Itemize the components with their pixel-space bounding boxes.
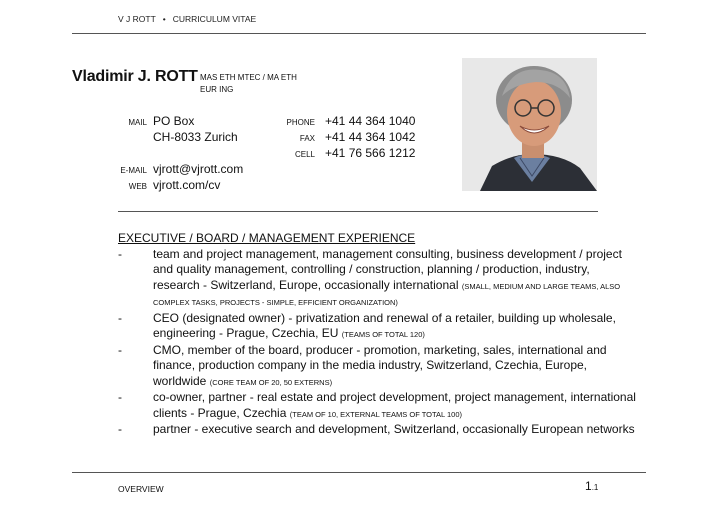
item-note: (CORE TEAM OF 20, 50 EXTERNS) bbox=[209, 377, 333, 387]
list-item bbox=[118, 343, 638, 391]
header-doc-title: CURRICULUM VITAE bbox=[172, 14, 257, 24]
portrait-illustration bbox=[462, 58, 597, 191]
mail-label: MAIL bbox=[128, 118, 147, 127]
header-separator: • bbox=[162, 14, 166, 24]
bullet: - bbox=[118, 246, 122, 261]
item-note: (TEAM OF 10, EXTERNAL TEAMS OF TOTAL 100) bbox=[289, 409, 463, 419]
bullet: - bbox=[118, 422, 122, 436]
mail-line-1: PO Box bbox=[153, 114, 195, 128]
qualifications-line-1: MAS ETH MTEC / MA ETH bbox=[200, 73, 297, 82]
footer-label: OVERVIEW bbox=[118, 484, 164, 494]
cell-label: CELL bbox=[294, 150, 315, 159]
qualifications-line-2: EUR ING bbox=[200, 85, 234, 94]
fax-value: +41 44 364 1042 bbox=[325, 130, 416, 144]
list-item bbox=[118, 247, 638, 311]
bullet: - bbox=[118, 390, 122, 404]
item-text: CEO (designated owner) - privatization and renewal of a retailer, building up wholesale, engineering - Prague, Czechia, EU bbox=[153, 310, 616, 340]
running-header bbox=[118, 14, 256, 24]
qualifications bbox=[200, 72, 310, 96]
bullet: - bbox=[118, 342, 122, 357]
item-text: team and project management, management consulting, business development / project and quality management, controlling / construction, planning / production, industry, research - Switzerland, Europe, occasionally international bbox=[153, 246, 622, 292]
item-text: co-owner, partner - real estate and project development, project management, international clients - Prague, Czechia bbox=[153, 390, 636, 420]
page-number-main: 1 bbox=[585, 479, 592, 493]
fax-label: FAX bbox=[299, 134, 315, 143]
phone-value[interactable]: +41 44 364 1040 bbox=[325, 114, 416, 128]
item-text: partner - executive search and development, Switzerland, occasionally European networks bbox=[153, 422, 635, 436]
item-note: (TEAMS OF TOTAL 120) bbox=[341, 330, 425, 339]
web-link[interactable]: vjrott.com/cv bbox=[153, 178, 221, 192]
portrait-photo bbox=[462, 58, 597, 191]
header-rule bbox=[72, 33, 646, 34]
item-text: CMO, member of the board, producer - promotion, marketing, sales, international and finance, production company in the media industry, Switzerland, Czechia, Europe, worldwide bbox=[153, 342, 607, 388]
section-title: EXECUTIVE / BOARD / MANAGEMENT EXPERIENCE bbox=[118, 231, 416, 245]
footer-rule bbox=[72, 472, 646, 473]
email-label: E-MAIL bbox=[120, 166, 147, 175]
web-label: WEB bbox=[128, 182, 147, 191]
item-note: (SMALL, MEDIUM AND LARGE TEAMS, ALSO COMPLEX TASKS, PROJECTS - SIMPLE, EFFICIENT ORGANIZATION) bbox=[153, 281, 621, 307]
bullet: - bbox=[118, 310, 122, 325]
phone-label: PHONE bbox=[286, 118, 315, 127]
list-item bbox=[118, 422, 638, 438]
page-number-sub: .1 bbox=[591, 483, 599, 492]
contact-divider bbox=[118, 211, 598, 212]
mail-line-2: CH-8033 Zurich bbox=[153, 130, 238, 144]
experience-section bbox=[118, 231, 638, 438]
person-name: Vladimir J. ROTT bbox=[72, 68, 198, 85]
cell-value[interactable]: +41 76 566 1212 bbox=[325, 146, 416, 160]
list-item bbox=[118, 311, 638, 343]
page-number bbox=[585, 479, 598, 493]
header-initials: V J ROTT bbox=[118, 14, 156, 24]
email-link[interactable]: vjrott@vjrott.com bbox=[153, 162, 244, 176]
list-item bbox=[118, 390, 638, 422]
